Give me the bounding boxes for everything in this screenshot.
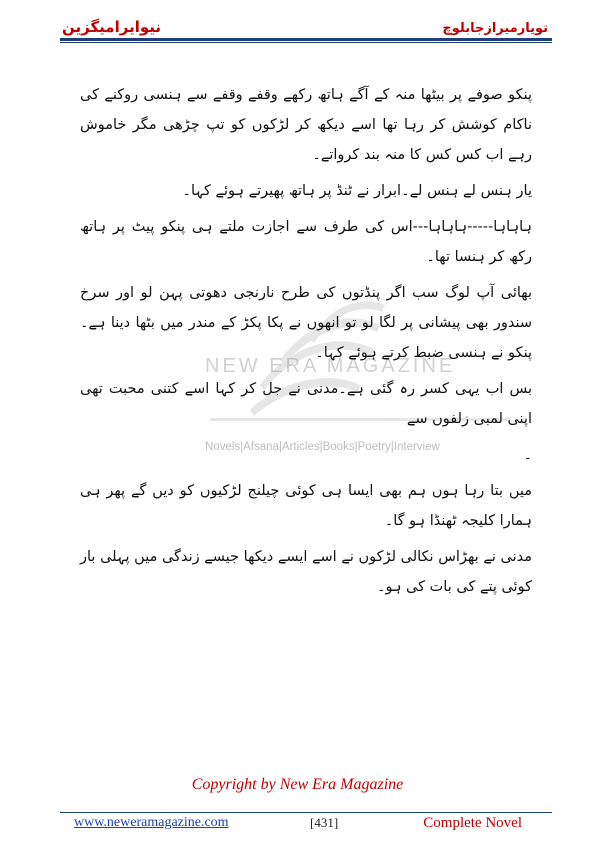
- paragraph: ہاہاہا-----ہاہاہا---اس کی طرف سے اجازت ملتے ہی پنکو پیٹ پر ہاتھ رکھ کر ہنسا تھا۔: [80, 219, 532, 265]
- paragraph: میں بتا رہا ہوں ہم بھی ایسا ہی کوئی چیلنج لڑکیوں کو دیں گے پھر ہی ہمارا کلیجہ ٹھنڈا ہو گا۔: [80, 483, 532, 529]
- footer-rule: [60, 812, 552, 813]
- paragraph: بھائی آپ لوگ سب اگر پنڈتوں کی طرح نارنجی دھوتی پہن لو اور سرخ سندور بھی پیشانی پر لگا لو تو انھوں نے پکا پکڑ کے مندر میں بٹھا دینا ہے۔پنکو نے ہنسی ضبط کرتے ہوئے کہا۔: [80, 285, 532, 361]
- page-footer: [60, 815, 552, 835]
- paragraph: پنکو صوفے پر بیٹھا منہ کے آگے ہاتھ رکھے وقفے وقفے سے ہنسی روکنے کی ناکام کوشش کر رہا تھا اسے دیکھ کر لڑکوں کو تپ چڑھی مگر خاموش رہے اب کس کس کا منہ بند کرواتے۔: [80, 87, 532, 163]
- watermark-subtitle: Novels|Afsana|Articles|Books|Poetry|Interview: [205, 441, 440, 453]
- complete-novel-label: Complete Novel: [423, 815, 522, 831]
- header-rule-thick: [60, 38, 552, 41]
- page-header: [62, 10, 548, 36]
- paragraph: ۔: [523, 447, 532, 463]
- header-rule-thin: [60, 42, 552, 43]
- magazine-brand: نیوایرامیگزین: [62, 18, 162, 36]
- article-body: [80, 80, 532, 608]
- paragraph: بس اب یہی کسر رہ گئی ہے۔مدنی نے جل کر کہا اسے کتنی محبت تھی اپنی لمبی زلفوں سے: [80, 381, 532, 427]
- paragraph: مدنی نے بھڑاس نکالی لڑکوں نے اسے ایسے دیکھا جیسے زندگی میں پہلی بار کوئی پتے کی بات کی ہو۔: [80, 549, 532, 595]
- website-link[interactable]: www.neweramagazine.com: [74, 815, 229, 830]
- watermark-title: NEW ERA MAGAZINE: [205, 355, 456, 377]
- page-number: [431]: [310, 815, 339, 830]
- copyright-line: Copyright by New Era Magazine: [191, 776, 404, 793]
- author-name: تویارمیرازجابلوچ: [442, 21, 548, 36]
- paragraph: یار ہنس لے ہنس لے۔ابرار نے ٹنڈ پر ہاتھ پھیرتے ہوئے کہا۔: [182, 183, 532, 199]
